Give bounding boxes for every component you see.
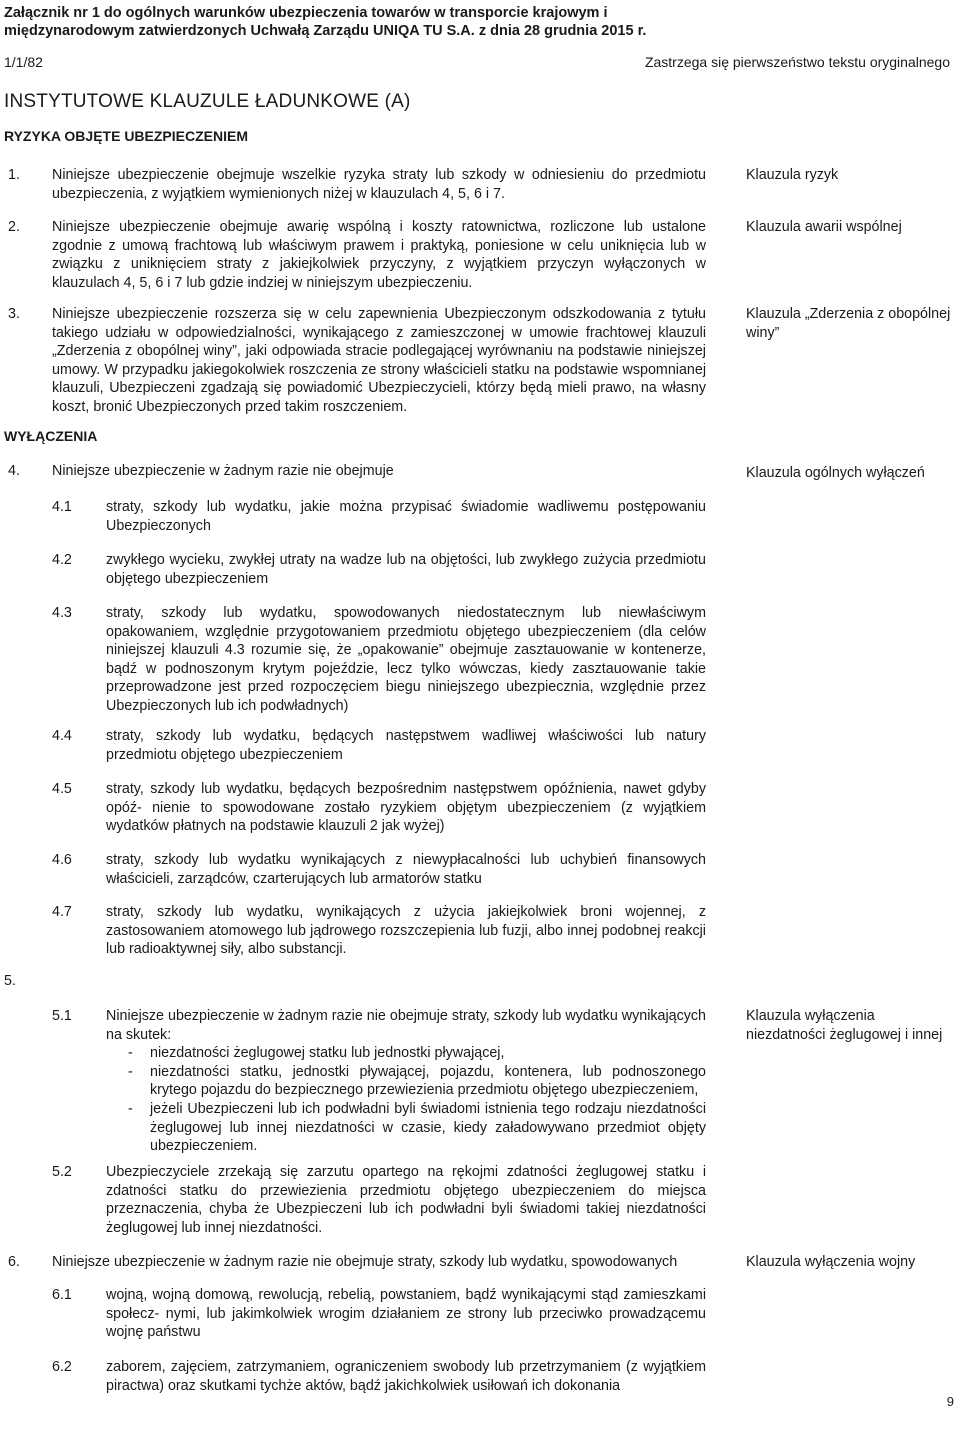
original-text-reservation: Zastrzega się pierwszeństwo tekstu oryginalnego [644,54,950,70]
clause-side-label: Klauzula wyłączenia wojny [746,1254,916,1270]
clause-number: 6. [8,1254,20,1270]
subclause-text: straty, szkody lub wydatku, będących następstwem wadliwej właściwości lub natury przedmiotu objętego ubezpieczeniem [106,728,706,763]
clause-side-label: Klauzula ryzyk [746,167,839,183]
subclause-text: Ubezpieczyciele zrzekają się zarzutu opartego na rękojmi zdatności żeglugowej statku i zdatności statku do przewiezienia przedmiotu objętego ubezpieczeniem do miejsca przeznaczenia, chyba że Ubezpieczeni lub ich podwładni byli świadomi takiej niezdatności żeglugowej lub innej niezdatności. [106,1164,706,1236]
clause-number: 1. [8,167,20,183]
subclause-number: 6.1 [52,1287,72,1303]
subclause-number: 4.7 [52,904,72,920]
clause-side-label: Klauzula wyłączenia niezdatności żeglugowej i innej [746,1008,943,1043]
clause-side-label: Klauzula awarii wspólnej [746,219,902,235]
page-title: INSTYTUTOWE KLAUZULE ŁADUNKOWE (A) [4,91,411,112]
subclause-number: 5.2 [52,1164,72,1180]
subclause-text: zaborem, zajęciem, zatrzymaniem, ograniczeniem swobody lub przetrzymaniem (z wyjątkiem piractwa) oraz skutkami tychże aktów, bądź jakichkolwiek usiłowań ich dokonania [106,1359,706,1394]
subclause-number: 4.6 [52,852,72,868]
section-heading-risks: RYZYKA OBJĘTE UBEZPIECZENIEM [4,128,248,144]
subclause-number: 4.5 [52,781,72,797]
list-item: - niezdatności żeglugowej statku lub jednostki pływającej, [106,1044,706,1063]
clause-text: Niniejsze ubezpieczenie w żadnym razie nie obejmuje straty, szkody lub wydatku, spowodowanych [52,1254,678,1270]
subclause-text: straty, szkody lub wydatku, jakie można przypisać świadomie wadliwemu postępowaniu Ubezpieczonych [106,499,706,534]
clause-text: Niniejsze ubezpieczenie obejmuje wszelkie ryzyka straty lub szkody w odniesieniu do przedmiotu ubezpieczenia, z wyjątkiem wymienionych niżej w klauzulach 4, 5, 6 i 7. [52,167,706,202]
subclause-text: wojną, wojną domową, rewolucją, rebelią, powstaniem, bądź wynikającymi stąd zamieszkami społecz- nymi, lub jakimkolwiek wrogim działaniem ze strony lub przeciwko prowadzącemu wojnę państwu [106,1287,706,1341]
exclusion-list [106,1044,706,1156]
clause-number: 3. [8,306,20,322]
clause-text: Niniejsze ubezpieczenie obejmuje awarię wspólną i koszty ratownictwa, rozliczone lub ustalone zgodnie z umową frachtową lub właściwym prawem i praktyką, poniesione w celu uniknięcia lub w związku z uniknięciem straty z jakiejkolwiek przyczyny, z wyjątkiem przyczyn wyłączonych w klauzulach 4, 5, 6 i 7 lub gdzie indziej w niniejszym ubezpieczeniu. [52,219,706,291]
subclause-text: straty, szkody lub wydatku, spowodowanych niedostatecznym lub niewłaściwym opakowaniem, względnie przygotowaniem przedmiotu objętego ubezpieczeniem (dla celów niniejszej klauzuli 4.3 rozumie się, że „opakowanie” obejmuje zasztauowanie w kontenerze, bądź w podnoszonym krytym pojeździe, lecz tylko wówczas, kiedy zasztauowanie takie przeprowadzone jest przed rozpoczęciem biegu niniejszego ubezpiecznia, względnie przez Ubezpieczonych lub ich podwładnych) [106,605,706,714]
clause-text: Niniejsze ubezpieczenie w żadnym razie nie obejmuje [52,463,394,479]
clause-number: 4. [8,463,20,479]
subclause-number: 6.2 [52,1359,72,1375]
subclause-text: straty, szkody lub wydatku wynikających z niewypłacalności lub uchybień finansowych właścicieli, zarządców, czarterujących lub armatorów statku [106,852,706,887]
subclause-number: 4.2 [52,552,72,568]
list-item: - niezdatności statku, jednostki pływającej, pojazdu, kontenera, lub podnoszonego krytego pojazdu do bezpiecznego przewiezienia przedmiotu objętego ubezpieczeniem, [106,1063,706,1100]
subclause-number: 5.1 [52,1008,72,1024]
subclause-text: Niniejsze ubezpieczenie w żadnym razie nie obejmuje straty, szkody lub wydatku wynikających na skutek: [106,1008,706,1043]
section-heading-exclusions: WYŁĄCZENIA [4,428,98,444]
subclause-text: zwykłego wycieku, zwykłej utraty na wadze lub na objętości, lub zwykłego zużycia przedmiotu objętego ubezpieczeniem [106,552,706,587]
clause-number: 5. [4,973,16,989]
subclause-text: straty, szkody lub wydatku, będących bezpośrednim następstwem opóźnienia, nawet gdyby opóź- nienie to spowodowane zostało ryzykiem objętym ubezpieczeniem (z wyjątkiem wydatków płatnych na podstawie klauzuli 2 jak wyżej) [106,781,706,835]
subclause-text: straty, szkody lub wydatku, wynikających z użycia jakiejkolwiek broni wojennej, z zastosowaniem atomowego lub jądrowego rozszczepienia lub fuzji, albo innej podobnej reakcji lub radioaktywnej siły, albo substancji. [106,904,706,958]
subclause-number: 4.1 [52,499,72,515]
clause-side-label: Klauzula „Zderzenia z obopólnej winy” [746,306,951,341]
subclause-body [106,1007,706,1156]
clause-side-label: Klauzula ogólnych wyłączeń [746,465,925,481]
document-header-title: Załącznik nr 1 do ogólnych warunków ubezpieczenia towarów w transporcie krajowym i międzynarodowym zatwierdzonych Uchwałą Zarządu UNIQA TU S.A. z dnia 28 grudnia 2015 r. [4,5,647,39]
list-item: - jeżeli Ubezpieczeni lub ich podwładni byli świadomi istnienia tego rodzaju niezdatności żeglugowej lub innej niezdatności w czasie, kiedy załadowywano przedmiot objęty ubezpieczeniem. [106,1100,706,1156]
clause-text: Niniejsze ubezpieczenie rozszerza się w celu zapewnienia Ubezpieczonym odszkodowania z tytułu takiego udziału w odpowiedzialności, wynikającego z zamieszczonej w umowie frachtowej klauzuli „Zderzenia z obopólnej winy”, jaki odpowiada stracie podlegającej wyrównaniu na podstawie niniejszej umowy. W przypadku jakiegokolwiek roszczenia ze strony właścicieli statku na podstawie wspomnianej klauzuli, Ubezpieczeni zgadzają się powiadomić Ubezpieczycieli, którzy będą mieli prawo, na własny koszt, bronić Ubezpieczonych przed takim roszczeniem. [52,306,706,415]
clause-number: 2. [8,219,20,235]
subclause-number: 4.3 [52,605,72,621]
reference-number: 1/1/82 [4,54,43,70]
subclause-number: 4.4 [52,728,72,744]
page-number: 9 [946,1394,954,1409]
